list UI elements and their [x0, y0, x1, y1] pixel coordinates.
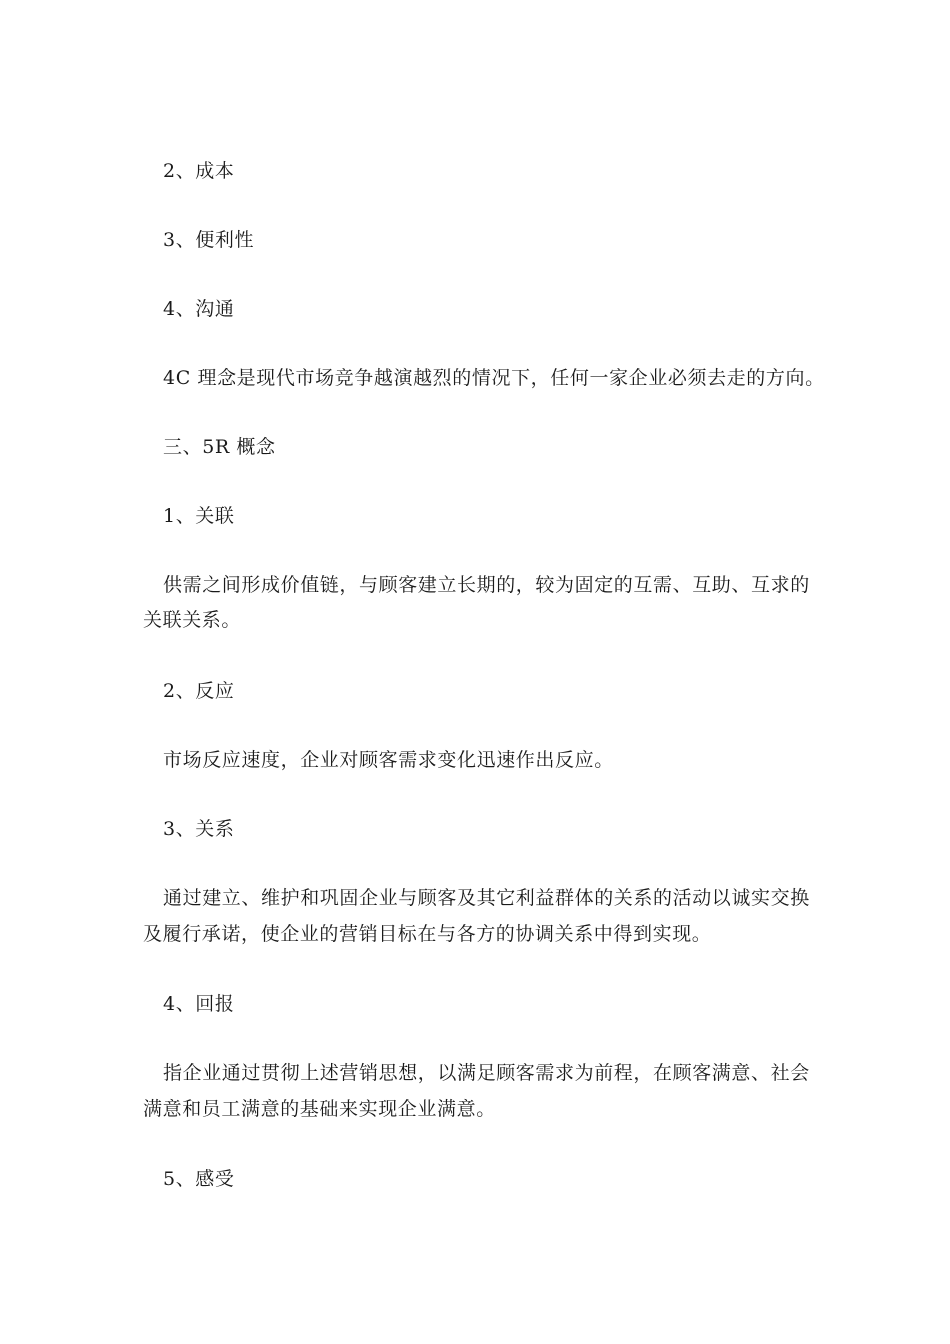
paragraph-relevance-line1: 供需之间形成价值链，与顾客建立长期的，较为固定的互需、互助、互求的: [163, 574, 810, 596]
paragraph-relationship-line1: 通过建立、维护和巩固企业与顾客及其它利益群体的关系的活动以诚实交换: [163, 887, 810, 909]
list-item-convenience: 3、便利性: [163, 229, 255, 251]
section-heading-5r: 三、5R 概念: [163, 436, 276, 458]
paragraph-4c: 4C 理念是现代市场竞争越演越烈的情况下，任何一家企业必须去走的方向。: [163, 367, 825, 389]
paragraph-return-line2: 满意和员工满意的基础来实现企业满意。: [143, 1098, 496, 1120]
paragraph-reaction: 市场反应速度，企业对顾客需求变化迅速作出反应。: [163, 749, 614, 771]
list-item-relevance: 1、关联: [163, 505, 235, 527]
paragraph-return-line1: 指企业通过贯彻上述营销思想，以满足顾客需求为前程，在顾客满意、社会: [163, 1062, 810, 1084]
list-item-cost: 2、成本: [163, 160, 235, 182]
paragraph-relevance-line2: 关联关系。: [143, 609, 242, 631]
list-item-feeling: 5、感受: [163, 1168, 235, 1190]
list-item-reaction: 2、反应: [163, 680, 235, 702]
paragraph-relationship-line2: 及履行承诺，使企业的营销目标在与各方的协调关系中得到实现。: [143, 923, 712, 945]
list-item-communication: 4、沟通: [163, 298, 235, 320]
list-item-return: 4、回报: [163, 993, 235, 1015]
list-item-relationship: 3、关系: [163, 818, 235, 840]
